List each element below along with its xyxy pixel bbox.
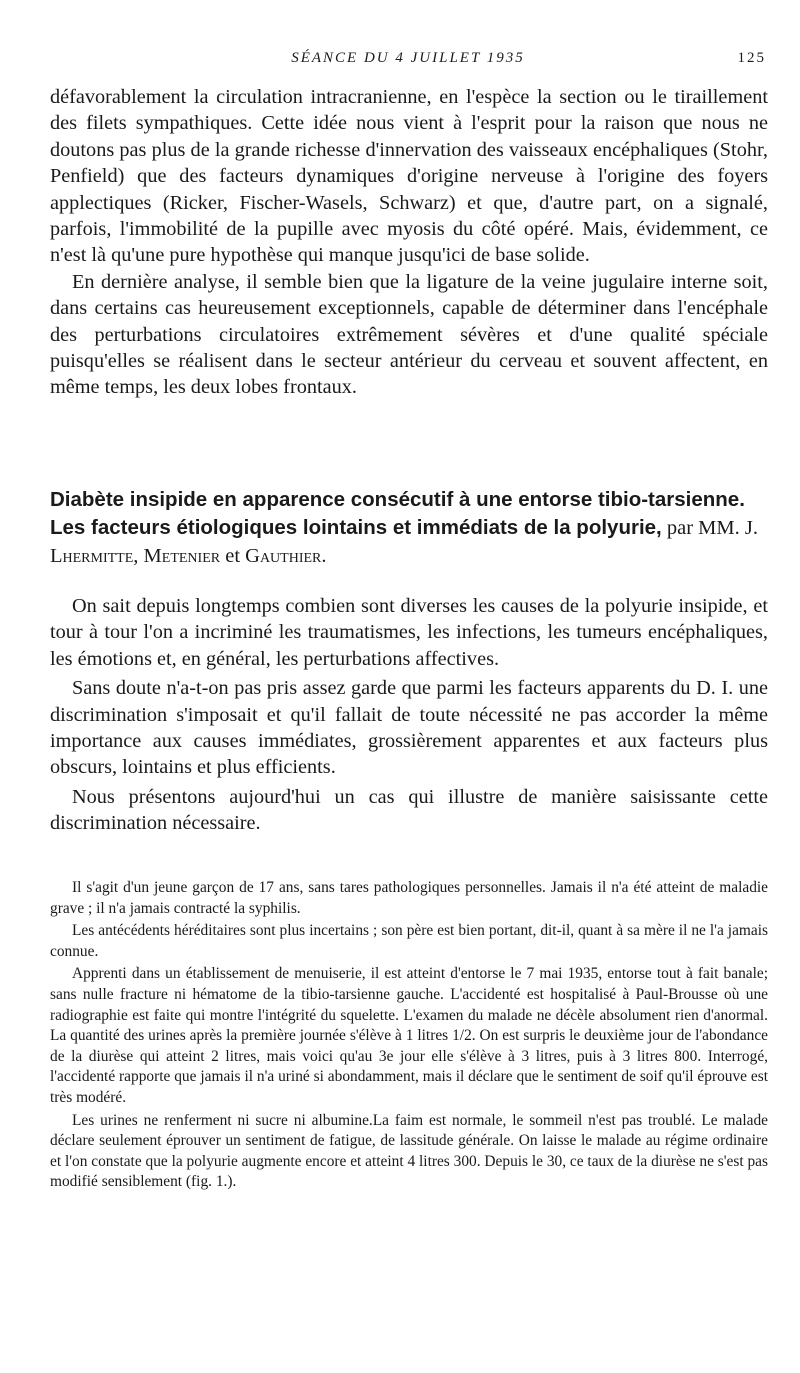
article-par: par MM. J. [666, 517, 758, 539]
continuation-text [50, 84, 768, 401]
author-metenier: Metenier [143, 545, 221, 567]
article-body [50, 593, 768, 837]
running-header [50, 50, 766, 74]
article-title [50, 486, 768, 570]
author-gauthier: Gauthier. [245, 545, 327, 567]
running-title: SÉANCE DU 4 JUILLET 1935 [291, 50, 525, 66]
author-lhermitte: Lhermitte, [50, 545, 139, 567]
case-paragraph: Les urines ne renferment ni sucre ni albumine.La faim est normale, le sommeil n'est pas troublé. Le malade déclare seulement éprouver un sentiment de fatigue, de lassitude générale. On laisse le malade au régime ordinaire et l'on constate que la polyurie augmente encore et atteint 4 litres 300. Depuis le 30, ce taux de la diurèse ne s'est pas modifié sensiblement (fig. 1.). [50, 1111, 768, 1191]
paragraph: On sait depuis longtemps combien sont diverses les causes de la polyurie insipide, et tour à tour l'on a incriminé les traumatismes, les infections, les tumeurs encéphaliques, les émotions et, en général, les perturbations affectives. [50, 595, 768, 670]
page-number: 125 [737, 50, 766, 66]
paragraph: défavorablement la circulation intracranienne, en l'espèce la section ou le tiraillement des filets sympathiques. Cette idée nous vient à l'esprit pour la raison que nous ne doutons pas plus de la grande richesse d'innervation des vaisseaux encéphaliques (Stohr, Penfield) que des facteurs dynamiques d'origine nerveuse à l'origine des foyers applectiques (Ricker, Fischer-Wasels, Schwarz) et que, d'autre part, on a signalé, parfois, l'immobilité de la pupille avec myosis du côté opéré. Mais, évidemment, ce n'est là qu'une pure hypothèse qui manque jusqu'ici de base solide. [50, 86, 768, 267]
case-paragraph: Apprenti dans un établissement de menuiserie, il est atteint d'entorse le 7 mai 1935, entorse tout à fait banale; sans nulle fracture ni hématome de la tibio-tarsienne gauche. L'accidenté est hospitalisé à Paul-Brousse où une radiographie est faite qui montre l'intégrité du squelette. L'examen du malade ne décèle absolument rien d'anormal. La quantité des urines après la première journée s'élève à 1 litres 1/2. On est surpris le deuxième jour de l'abondance de la diurèse qui atteint 2 litres, mais voici qu'au 3e jour elle s'élève à 3 litres, puis à 3 litres 800. Interrogé, l'accidenté rapporte que jamais il n'a uriné si abondamment, mais il déclare que le sentiment de soif qu'il éprouve est très modéré. [50, 965, 768, 1106]
paragraph: Sans doute n'a-t-on pas pris assez garde que parmi les facteurs apparents du D. I. une discrimination s'imposait et qu'il fallait de toute nécessité ne pas accorder la même importance aux causes immédiates, grossièrement apparentes et aux facteurs plus obscurs, lointains et plus efficients. [50, 677, 768, 779]
case-report [50, 878, 768, 1193]
case-paragraph: Il s'agit d'un jeune garçon de 17 ans, sans tares pathologiques personnelles. Jamais il n'a été atteint de maladie grave ; il n'a jamais contracté la syphilis. [50, 879, 768, 917]
paragraph: Nous présentons aujourd'hui un cas qui illustre de manière saisissante cette discrimination nécessaire. [50, 785, 768, 835]
case-paragraph: Les antécédents héréditaires sont plus incertains ; son père est bien portant, dit-il, quant à sa mère il ne l'a jamais connue. [50, 922, 768, 960]
article-et: et [225, 545, 241, 567]
paragraph: En dernière analyse, il semble bien que la ligature de la veine jugulaire interne soit, dans certains cas heureusement exceptionnels, capable de déterminer dans l'encéphale des perturbations circulatoires extrêmement sévères et d'une qualité spéciale puisqu'elles se réalisent dans le secteur antérieur du cerveau et souvent affectent, en même temps, les deux lobes frontaux. [50, 270, 768, 399]
article-title-bold: Diabète insipide en apparence consécutif à une entorse tibio-tarsienne. Les facteurs étiologiques lointains et immédiats de la polyurie, [50, 488, 745, 539]
